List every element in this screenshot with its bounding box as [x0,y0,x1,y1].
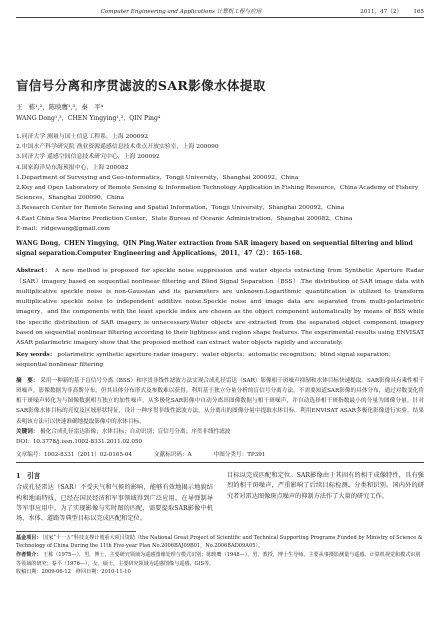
body-text-right: 目标以完成匹配和定位。SAR影像由于其固有的相干成像特性，具有强烈的相干斑噪声，严重影响了后续目标检测、分类和识别。国内外的研究者对雷达图像斑点噪声的抑制方法作了大量的研究工作。 [227,471,424,500]
page-number: 165 [413,9,424,15]
footnotes [16,534,424,577]
issue-number: 2011，47（2） [360,9,402,15]
fund-label: 基金项目： [16,534,42,541]
article-title: 盲信号分离和序贯滤波的SAR影像水体提取 [16,78,266,93]
doi[interactable]: DOI：10.3778/j.issn.1002-8331.2011.02.050 [16,438,143,445]
affiliation-zh-4: 4.国家海洋局东海预报中心，上海 200082 [16,164,129,171]
abstract-english [16,266,424,348]
keywords-english [16,350,424,371]
clc-number: 中图分类号：TP391 [213,451,266,458]
body-text-left: 合成孔径雷达（SAR）不受天气和气候的影响，能够有效地揭示地貌结构和地面特质，已经在国民经济和军事领域得到广泛应用。在导弹制导等军事应用中，为了实现影像与实时图的匹配，需要提取SAR影像中机场、水体、道路等典型目标以完成匹配和定位。 [16,484,213,523]
keywords-chinese-label: 关键词： [16,428,39,435]
citation: WANG Dong，CHEN Yingying，QIN Ping.Water extraction from SAR imagery based on sequential filtering and blind signal separation.Computer Engineering and Applications，2011，47（2）：165-168. [16,240,413,257]
affiliations-english [16,173,424,224]
fund-text: 国家“十一五”科技支撑计划重大项目资助（the National Great Project of Scientific and Technical Supporting Programs Funded by Ministry of Science & Technology of China During the 11th Five-year Plan No.2006BAJ09B01，No.2006BAD09A05）。 [16,534,423,550]
affiliation-en-3: 3.Research Center for Remote Sensing and Spatial Information，Tongji University，Shanghai 200092，China [16,205,345,212]
abstract-english-label: Abstract： [16,267,52,275]
keywords-english-text: polarimetric synthetic aperture radar imagery；water objects；automatic recognition；blind signal separation；sequential nonlinear filtering [16,351,395,368]
journal-name: Computer Engineering and Applications 计算机工程与应用 [100,9,262,15]
keywords-english-label: Key words： [16,350,56,358]
abstract-chinese [16,376,424,426]
affiliation-zh-1: 1.同济大学 测量与国土信息工程系，上海 200092 [16,134,148,140]
author-bio-label: 作者简介： [16,551,42,558]
authors-english: WANG Dong¹,²，CHEN Yingying¹,³，QIN Ping⁴ [16,115,161,122]
section-heading: 1 引言 [16,471,41,480]
body-columns [16,469,424,525]
abstract-chinese-label: 摘 要： [16,378,39,385]
document-code: 文献标识码：A [154,451,192,458]
body-column-left [16,469,213,525]
abstract-english-text: A new method is proposed for speckle noise suppression and water objects extracting from Synthetic Aperture Radar（SAR）imagery based on sequential nonlinear filtering and Blind Signal Separation（BSS）.The distribution of SAR image data with multiplicative speckle noise is non-Gaussian and its parameters are unknown.Logarithmic quantification is utilized to transform multiplicative speckle noise to independent additive noise.Speckle noise and image data are separated from multi-polarimetric imagery，and the components with the least speckle index are chosen as the object component automatically by means of BSS while the specific distribution of SAR imagery is unnecessary.Water objects are extracted from the separated object component imagery based on sequential nonlinear filtering according to their lightness and region shape features. The experimental results using ENVISAT ASAR polarimetric imagery show that the proposed method can extract water objects rapidly and accurately. [16,268,424,347]
authors-chinese: 王 栋¹,²，陈映鹰¹,³，秦 平⁴ [16,103,104,111]
affiliation-en-1: 1.Department of Surveying and Geo-informatics，Tongji University，Shanghai 200092，China [16,174,299,181]
affiliations-chinese [16,132,424,173]
keywords-chinese [16,427,424,437]
article-number: 文章编号：1002-8331（2011）02-0165-04 [16,451,133,458]
footnote-rule [16,531,136,532]
section-rule [16,462,424,463]
author-bio [16,551,424,568]
affiliation-en-4: 4.East China Sea Marine Prediction Center，State Bureau of Oceanic Administration，Shanghai 200082，China [16,215,353,222]
header-rule [16,17,424,18]
running-header [16,7,424,17]
body-column-right [227,469,424,525]
fund-note [16,534,424,551]
author-bio-text: 王栋（1975—），男，博士，主要研究领域为遥感图像处理与模式识别；陈映鹰（1948—），男，教授，博士生导师，主要从事摄影测量与遥感、计算机视觉和模式识别等领域的研究；秦平（1976—），女，硕士，主要研究领域为遥感图像与遥感、GIS等。 [16,551,421,567]
affiliation-zh-2: 2.中国水产科学研究院 渔业资源遥感信息技术重点开放实验室，上海 200090 [16,144,219,151]
affiliation-en-2: 2.Key and Open Laboratory of Remote Sensing & Information Technology Application in Fishing Resource，China Academy of Fishery Sciences，Shanghai 200090，China [16,185,419,202]
affiliation-zh-3: 3.同济大学 遥感空间信息技术研究中心，上海 200092 [16,154,160,161]
keywords-chinese-text: 极化合成孔径雷达影像；水体目标；自动识别；盲信号分离；序贯非线性滤波 [40,428,231,435]
article-meta-row [16,450,424,458]
abstract-chinese-text: 采用一种新的基于盲信号分离（BSS）和序贯非线性滤波方法实现合成孔径雷达（SAR）影像相干斑噪声抑制和水体目标快速提取。SAR影像具有乘性相干斑噪声，影像数据为非高斯分布，但其具体分布形式及参数难以获得。利用基于独立分量分析的盲信号分离方法，不需要知道SAR影像的具体分布，通过对数变化将相干斑噪声转化为与图像数据相互独立的加性噪声，从多极化SAR影像中自动分离出图像数据与相干斑噪声，并自动选择相干斑指数最小的分量为图像分量。针对SAR影像水体目标的亮度及区域形状特征，设计一种序贯非线性滤波方法，从分离出的图像分量中提取水体目标。利用ENVISAT ASAR多极化影像进行实验，结果表明该方法可以快速准确地提取影像中的水体目标。 [16,378,424,425]
contact-email[interactable]: E-mail：ridgewang@gmail.com [16,225,110,232]
received-dates: 收稿日期：2009-06-12 修回日期：2010-11-10 [16,569,131,576]
